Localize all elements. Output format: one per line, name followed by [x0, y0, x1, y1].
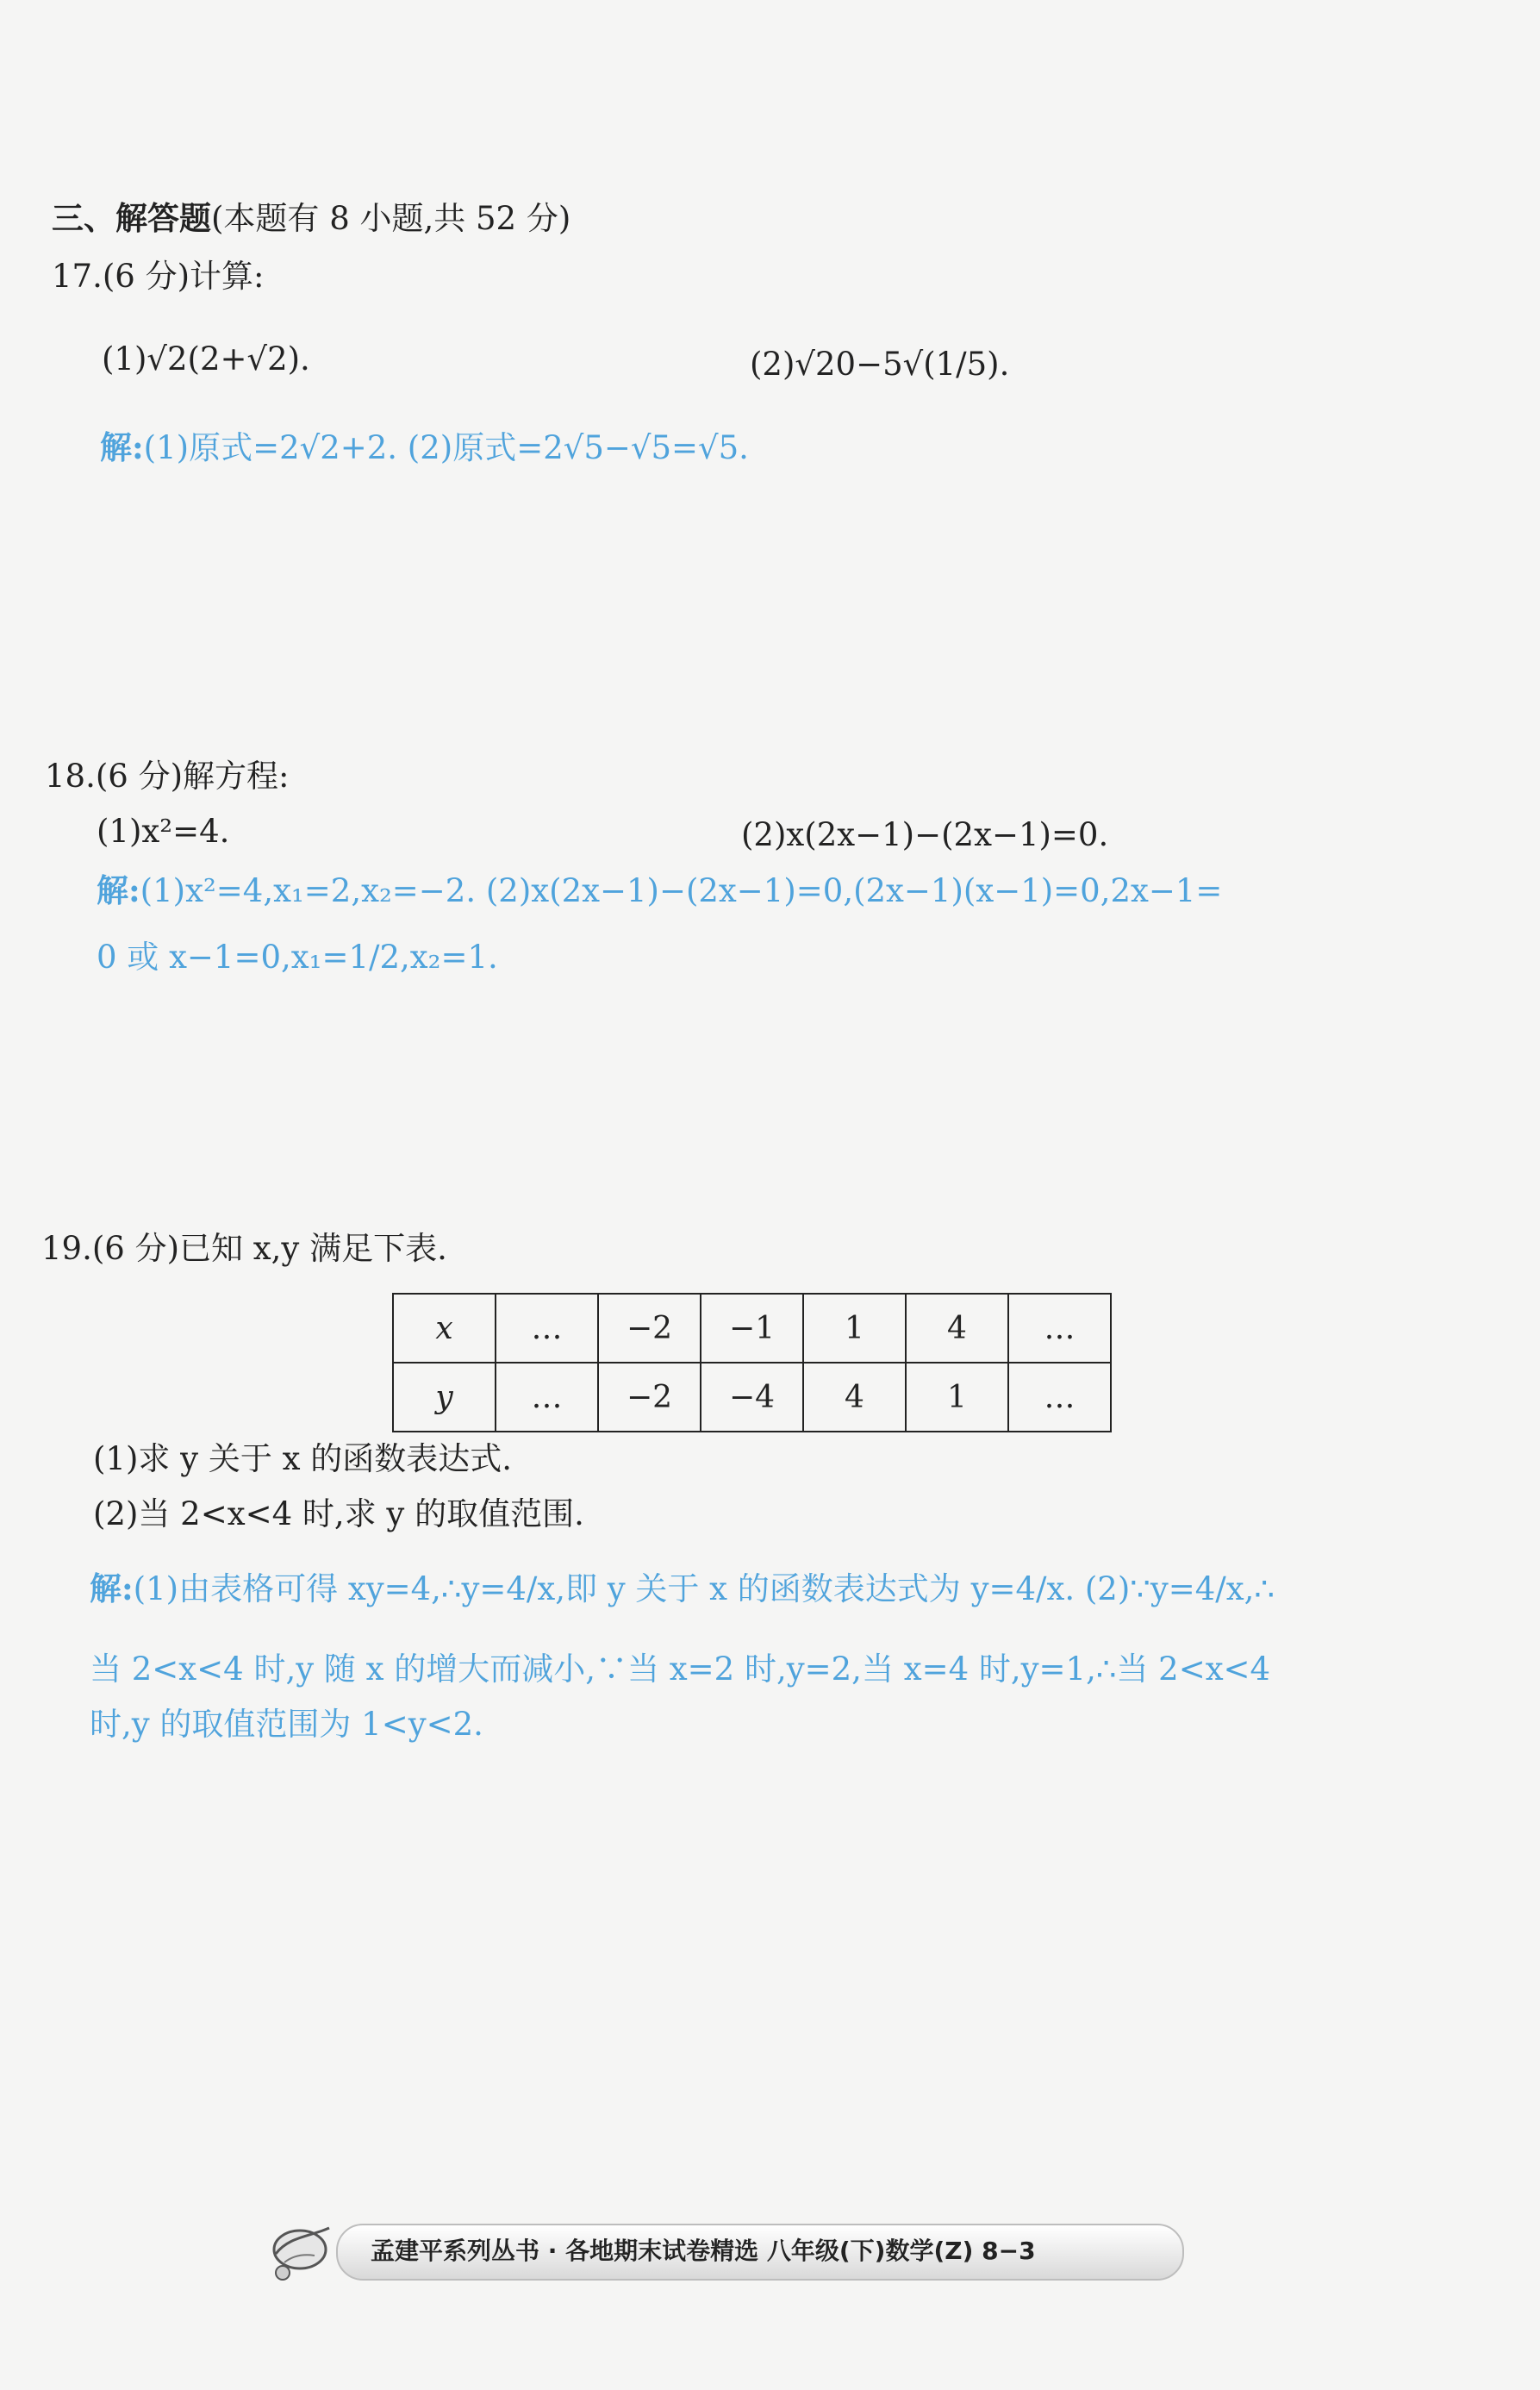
table-cell: … — [1008, 1363, 1111, 1432]
q19-part2: (2)当 2<x<4 时,求 y 的取值范围. — [93, 1495, 584, 1532]
q17-answer-text: (1)原式=2√2+2. (2)原式=2√5−√5=√5. — [143, 429, 749, 466]
q19-answer-line1 — [90, 1567, 1275, 1611]
q17-part1: (1)√2(2+√2). — [102, 340, 310, 378]
table-cell: 1 — [906, 1363, 1008, 1432]
section-title: 三、解答题 — [52, 199, 211, 237]
q19-answer-line3: 时,y 的取值范围为 1<y<2. — [90, 1706, 483, 1743]
q17-part2: (2)√20−5√(1/5). — [750, 346, 1010, 383]
q19-answer-text1: (1)由表格可得 xy=4,∴y=4/x,即 y 关于 x 的函数表达式为 y=4/x. (2)∵y=4/x,∴ — [133, 1570, 1275, 1607]
section-heading — [52, 197, 570, 240]
q18-answer-text1: (1)x²=4,x₁=2,x₂=−2. (2)x(2x−1)−(2x−1)=0,(2x−1)(x−1)=0,2x−1= — [140, 872, 1223, 909]
table-cell: y — [393, 1363, 496, 1432]
leaf-logo-icon — [250, 2202, 345, 2297]
table-row-x — [393, 1294, 1111, 1363]
q18-answer-line2: 0 或 x−1=0,x₁=1/2,x₂=1. — [97, 939, 498, 976]
q19-answer-prefix: 解: — [90, 1569, 134, 1607]
q18-part2: (2)x(2x−1)−(2x−1)=0. — [741, 816, 1109, 853]
table-cell: −1 — [701, 1294, 803, 1363]
q17-answer — [100, 426, 749, 470]
table-cell: 4 — [906, 1294, 1008, 1363]
table-cell: −2 — [598, 1363, 701, 1432]
table-cell: −4 — [701, 1363, 803, 1432]
q19-part1: (1)求 y 关于 x 的函数表达式. — [93, 1440, 512, 1477]
q19-answer-line2: 当 2<x<4 时,y 随 x 的增大而减小,∵当 x=2 时,y=2,当 x=4 时,y=1,∴当 2<x<4 — [90, 1651, 1271, 1688]
table-cell: … — [496, 1294, 598, 1363]
table-cell: 4 — [803, 1363, 906, 1432]
q18-part1: (1)x²=4. — [97, 813, 230, 850]
q18-answer-line1 — [97, 869, 1222, 913]
q19-label: 19.(6 分)已知 x,y 满足下表. — [41, 1230, 447, 1267]
table-cell: … — [496, 1363, 598, 1432]
table-cell: x — [393, 1294, 496, 1363]
q18-answer-prefix: 解: — [97, 871, 140, 909]
table-row-y — [393, 1363, 1111, 1432]
xy-table — [392, 1293, 1112, 1432]
table-cell: −2 — [598, 1294, 701, 1363]
table-cell: … — [1008, 1294, 1111, 1363]
table-cell: 1 — [803, 1294, 906, 1363]
q18-label: 18.(6 分)解方程: — [45, 758, 290, 795]
q17-label: 17.(6 分)计算: — [52, 258, 265, 295]
footer-text: 孟建平系列丛书 · 各地期末试卷精选 八年级(下)数学(Z) 8−3 — [371, 2237, 1036, 2265]
q17-answer-prefix: 解: — [100, 428, 144, 466]
section-note: (本题有 8 小题,共 52 分) — [211, 200, 571, 237]
